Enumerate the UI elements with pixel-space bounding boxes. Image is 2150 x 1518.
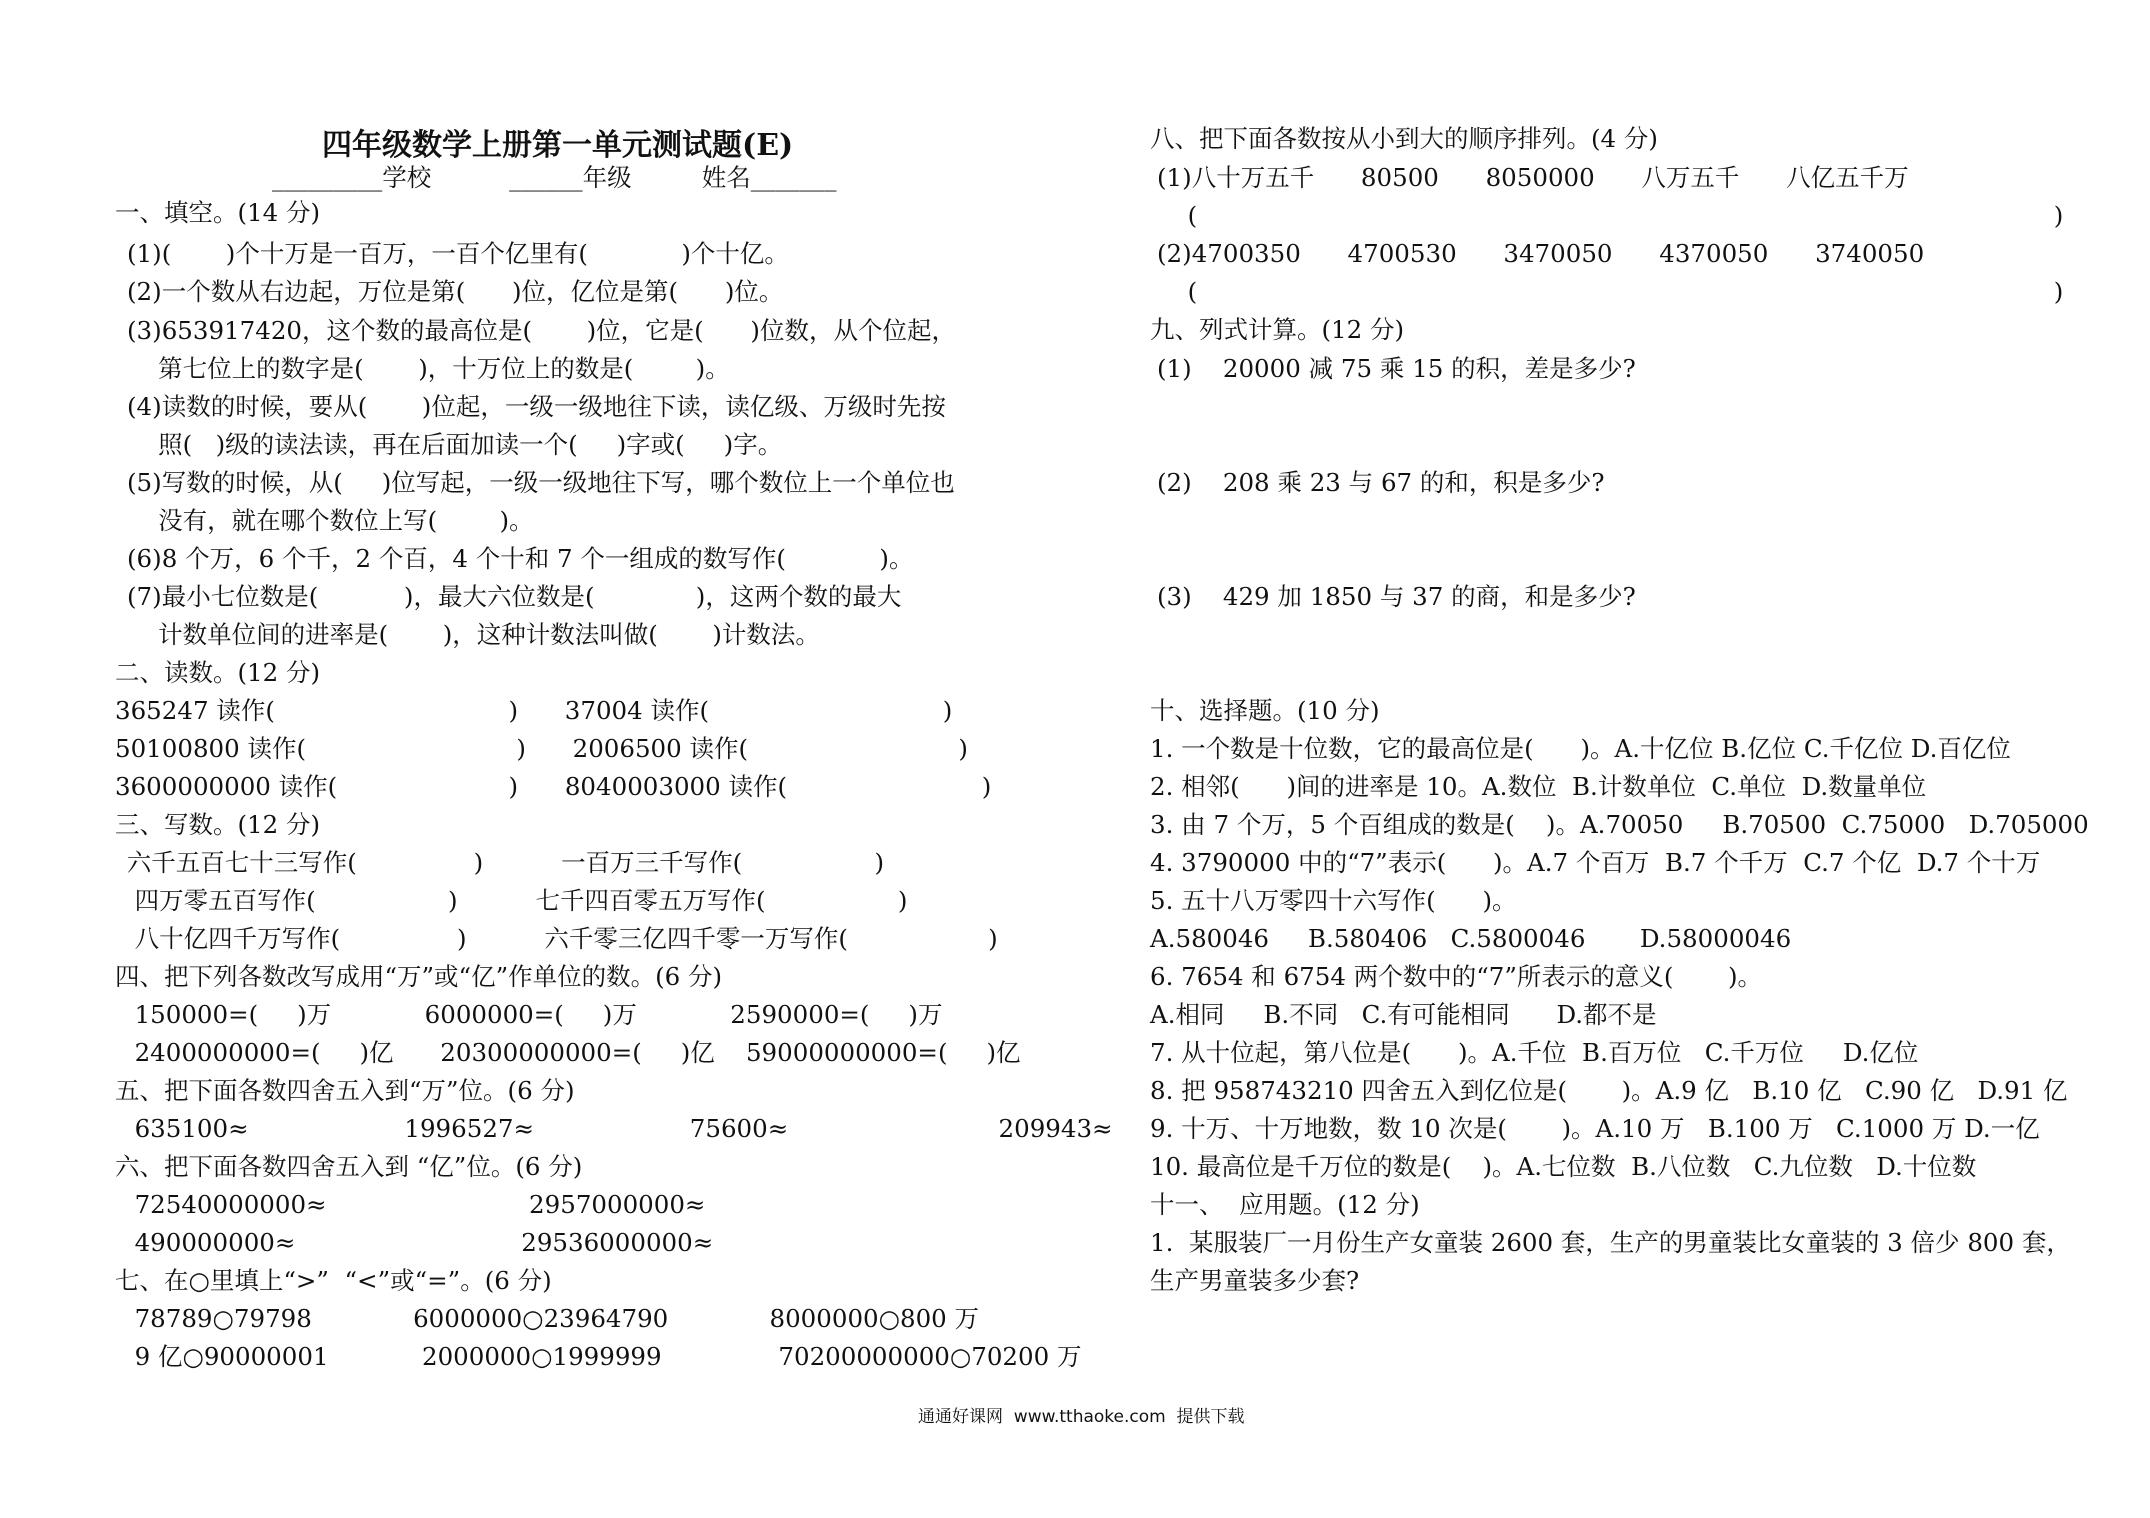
left-line-3: (2)一个数从右边起，万位是第( )位，亿位是第( )位。: [127, 277, 784, 306]
left-line-26: 六、把下面各数四舍五入到 “亿”位。(6 分): [115, 1152, 583, 1181]
left-line-14: 365247 读作( ) 37004 读作( ): [115, 696, 953, 725]
left-line-15: 50100800 读作( ) 2006500 读作( ): [115, 734, 968, 763]
left-line-9: 没有，就在哪个数位上写( )。: [127, 506, 534, 535]
left-line-6: (4)读数的时候，要从( )位起，一级一级地往下读，读亿级、万级时先按: [127, 392, 946, 421]
right-line-7: (1) 20000 减 75 乘 15 的积，差是多少?: [1157, 354, 1636, 383]
right-line-25: 生产男童装多少套?: [1150, 1266, 1360, 1295]
right-line-5: ( ): [1172, 277, 2064, 306]
right-line-9: (3) 429 加 1850 与 37 的商，和是多少?: [1157, 582, 1636, 611]
left-line-22: 150000=( )万 6000000=( )万 2590000=( )万: [119, 1000, 943, 1029]
left-line-21: 四、把下列各数改写成用“万”或“亿”作单位的数。(6 分): [115, 962, 723, 991]
left-line-4: (3)653917420，这个数的最高位是( )位，它是( )位数，从个位起，: [127, 316, 956, 345]
left-line-13: 二、读数。(12 分): [115, 658, 321, 687]
left-line-12: 计数单位间的进率是( )，这种计数法叫做( )计数法。: [127, 620, 820, 649]
right-line-11: 1. 一个数是十位数，它的最高位是( )。A.十亿位 B.亿位 C.千亿位 D.百亿位: [1150, 734, 2011, 763]
right-line-13: 3. 由 7 个万，5 个百组成的数是( )。A.70050 B.70500 C.75000 D.705000: [1150, 810, 2089, 839]
right-line-18: A.相同 B.不同 C.有可能相同 D.都不是: [1150, 1000, 1657, 1029]
footer-text: 通通好课网 www.tthaoke.com 提供下载: [918, 1407, 1245, 1427]
right-line-20: 8. 把 958743210 四舍五入到亿位是( )。A.9 亿 B.10 亿 C.90 亿 D.91 亿: [1150, 1076, 2068, 1105]
right-line-10: 十、选择题。(10 分): [1150, 696, 1380, 725]
left-line-18: 六千五百七十三写作( ) 一百万三千写作( ): [119, 848, 885, 877]
left-line-8: (5)写数的时候，从( )位写起，一级一级地往下写，哪个数位上一个单位也: [127, 468, 955, 497]
left-line-16: 3600000000 读作( ) 8040003000 读作( ): [115, 772, 992, 801]
left-line-20: 八十亿四千万写作( ) 六千零三亿四千零一万写作( ): [119, 924, 998, 953]
right-line-24: 1. 某服装厂一月份生产女童装 2600 套，生产的男童装比女童装的 3 倍少 800 套，: [1150, 1228, 2071, 1257]
left-line-11: (7)最小七位数是( )，最大六位数是( )，这两个数的最大: [127, 582, 902, 611]
right-line-17: 6. 7654 和 6754 两个数中的“7”所表示的意义( )。: [1150, 962, 1762, 991]
student-info-line: _________学校 ______年级 姓名_______: [272, 163, 837, 192]
left-line-28: 490000000≈ 29536000000≈: [119, 1228, 714, 1257]
left-line-23: 2400000000=( )亿 20300000000=( )亿 59000000000=( )亿: [119, 1038, 1021, 1067]
left-line-2: (1)( )个十万是一百万，一百个亿里有( )个十亿。: [127, 239, 789, 268]
left-line-25: 635100≈ 1996527≈ 75600≈ 209943≈: [119, 1114, 1113, 1143]
page-title: 四年级数学上册第一单元测试题(E): [322, 128, 794, 163]
right-line-2: (1)八十万五千 80500 8050000 八万五千 八亿五千万: [1157, 163, 1909, 192]
left-line-17: 三、写数。(12 分): [115, 810, 321, 839]
right-line-8: (2) 208 乘 23 与 67 的和，积是多少?: [1157, 468, 1605, 497]
left-line-5: 第七位上的数字是( )，十万位上的数是( )。: [127, 354, 730, 383]
left-line-1: 一、填空。(14 分): [115, 198, 321, 227]
right-line-21: 9. 十万、十万地数，数 10 次是( )。A.10 万 B.100 万 C.1000 万 D.一亿: [1150, 1114, 2040, 1143]
left-line-31: 9 亿○90000001 2000000○1999999 70200000000○70200 万: [119, 1342, 1082, 1371]
left-line-7: 照( )级的读法读，再在后面加读一个( )字或( )字。: [127, 430, 783, 459]
left-line-29: 七、在○里填上“>” “<”或“=”。(6 分): [115, 1266, 552, 1295]
right-line-23: 十一、 应用题。(12 分): [1150, 1190, 1420, 1219]
left-line-24: 五、把下面各数四舍五入到“万”位。(6 分): [115, 1076, 575, 1105]
right-line-15: 5. 五十八万零四十六写作( )。: [1150, 886, 1517, 915]
right-line-4: (2)4700350 4700530 3470050 4370050 3740050: [1157, 239, 1925, 268]
right-line-14: 4. 3790000 中的“7”表示( )。A.7 个百万 B.7 个千万 C.7 个亿 D.7 个十万: [1150, 848, 2041, 877]
right-line-22: 10. 最高位是千万位的数是( )。A.七位数 B.八位数 C.九位数 D.十位数: [1150, 1152, 1977, 1181]
right-line-12: 2. 相邻( )间的进率是 10。A.数位 B.计数单位 C.单位 D.数量单位: [1150, 772, 1927, 801]
right-line-3: ( ): [1172, 201, 2064, 230]
left-line-19: 四万零五百写作( ) 七千四百零五万写作( ): [119, 886, 908, 915]
right-line-19: 7. 从十位起，第八位是( )。A.千位 B.百万位 C.千万位 D.亿位: [1150, 1038, 1919, 1067]
right-line-1: 八、把下面各数按从小到大的顺序排列。(4 分): [1150, 124, 1658, 153]
left-line-10: (6)8 个万，6 个千，2 个百，4 个十和 7 个一组成的数写作( )。: [127, 544, 914, 573]
left-line-30: 78789○79798 6000000○23964790 8000000○800 万: [119, 1304, 980, 1333]
right-line-6: 九、列式计算。(12 分): [1150, 315, 1405, 344]
left-line-27: 72540000000≈ 2957000000≈: [119, 1190, 706, 1219]
right-line-16: A.580046 B.580406 C.5800046 D.58000046: [1150, 924, 1792, 953]
